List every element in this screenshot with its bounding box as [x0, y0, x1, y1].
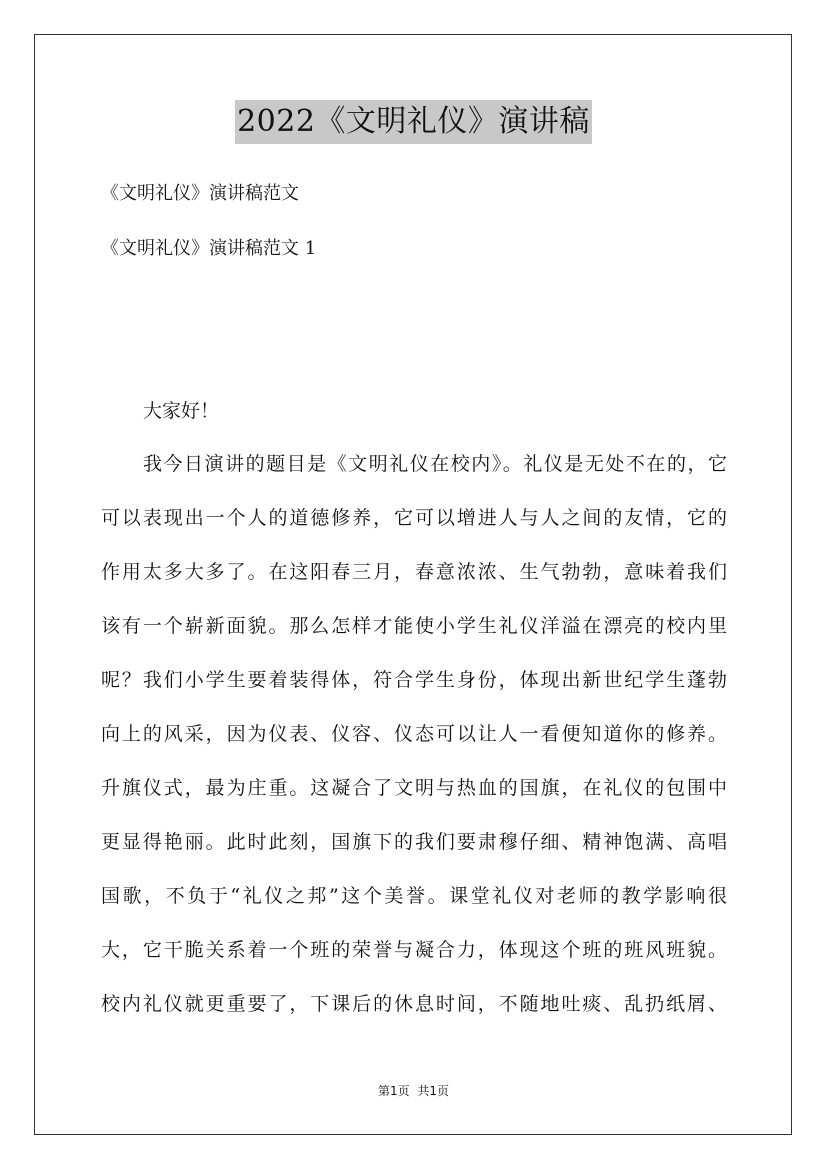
body-line: 可以表现出一个人的道德修养，它可以增进人与人之间的友情，它的 — [101, 507, 727, 529]
subtitle-1: 《文明礼仪》演讲稿范文 — [101, 183, 299, 204]
greeting-line: 大家好！ — [143, 400, 220, 422]
title-container — [0, 100, 827, 144]
body-line: 升旗仪式，最为庄重。这凝合了文明与热血的国旗，在礼仪的包围中 — [101, 777, 727, 799]
body-line: 呢？我们小学生要着装得体，符合学生身份，体现出新世纪学生蓬勃 — [101, 669, 727, 691]
body-line: 国歌，不负于“礼仪之邦”这个美誉。课堂礼仪对老师的教学影响很 — [101, 885, 727, 907]
body-line: 大，它干脆关系着一个班的荣誉与凝合力，体现这个班的班风班貌。 — [101, 939, 727, 961]
body-line: 更显得艳丽。此时此刻，国旗下的我们要肃穆仔细、精神饱满、高唱 — [101, 831, 727, 853]
page-number: 第1页 — [378, 1084, 410, 1098]
body-line: 我今日演讲的题目是《文明礼仪在校内》。礼仪是无处不在的，它 — [143, 453, 727, 475]
subtitle-2: 《文明礼仪》演讲稿范文 1 — [101, 238, 317, 259]
body-line: 作用太多大多了。在这阳春三月，春意浓浓、生气勃勃，意味着我们 — [101, 561, 727, 583]
body-line: 校内礼仪就更重要了，下课后的休息时间，不随地吐痰、乱扔纸屑、 — [101, 993, 727, 1015]
document-title: 2022《文明礼仪》演讲稿 — [235, 100, 592, 144]
body-line: 向上的风采，因为仪表、仪容、仪态可以让人一看便知道你的修养。 — [101, 723, 727, 745]
page-footer — [0, 1083, 827, 1099]
body-line: 该有一个崭新面貌。那么怎样才能使小学生礼仪洋溢在漂亮的校内里 — [101, 615, 727, 637]
page-total: 共1页 — [417, 1084, 449, 1098]
